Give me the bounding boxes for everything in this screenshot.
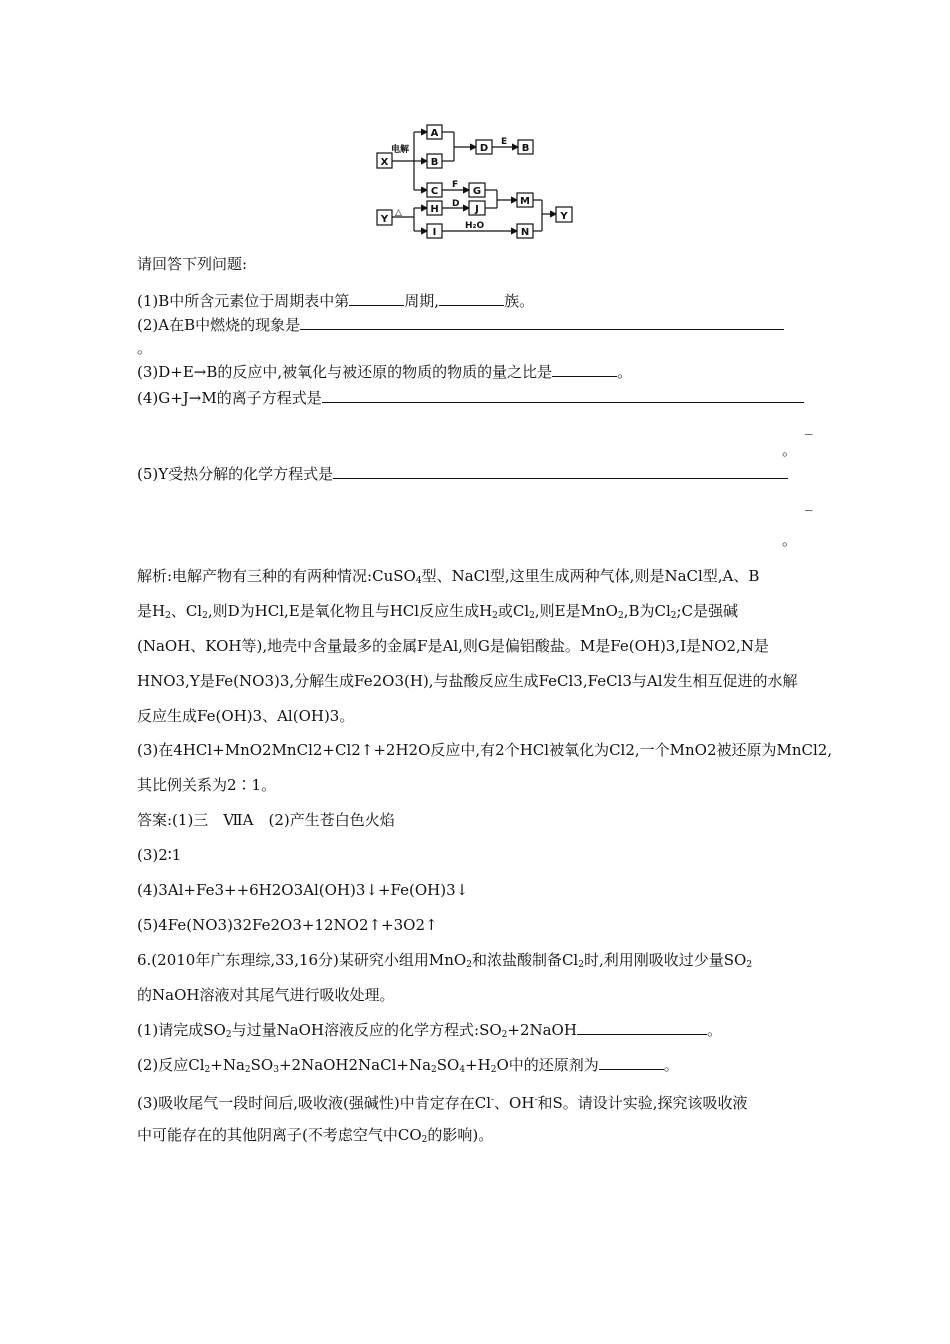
answer-blank[interactable] [577, 1020, 707, 1035]
question-6-part-1: (1)请完成$SO_2$与过量NaOH溶液反应的化学方程式$:SO_2+2NaOH$ 。 [137, 1021, 722, 1040]
box-g: G [472, 186, 482, 197]
box-i: I [432, 227, 437, 238]
answer-line-1: 答案:(1)三 ⅦA (2)产生苍白色火焰 [137, 811, 395, 829]
answer-line-3: (3)2∶1 [137, 846, 182, 864]
label-h2o: H₂O [465, 221, 485, 231]
prompt: 请回答下列问题: [137, 255, 248, 273]
question-6-line-1: 6.(2010年广东理综,33,16分)某研究小组用MnO$_2$和浓盐酸制备$Cl_2$时,利用刚吸收过少量$SO_2$ [137, 951, 753, 970]
question-6-part-2: (2)反应$Cl_2+Na_2SO_3+2NaOH2NaCl+Na_2SO_4+H_2O$中的还原剂为 。 [137, 1056, 679, 1075]
question-2-end: 。 [137, 339, 153, 357]
question-4-dash: _ [805, 417, 813, 435]
label-electrolysis: 电解 [391, 145, 410, 155]
answer-blank[interactable] [333, 464, 788, 479]
question-6-part-3-cont: 中可能存在的其他阴离子(不考虑空气中$CO_2$的影响)。 [137, 1126, 494, 1145]
answer-blank[interactable] [552, 362, 617, 377]
question-5-end: 。 [782, 531, 798, 549]
question-5: (5)Y受热分解的化学方程式是 [137, 464, 788, 484]
analysis-line-4: HNO3,Y是Fe(NO3)3,分解生成Fe2O3(H),与盐酸反应生成FeCl3,FeCl3与Al发生相互促进的水解 [137, 672, 798, 690]
analysis-line-3: (NaOH、KOH等),地壳中含量最多的金属F是Al,则G是偏铝酸盐。M是Fe(OH)3,I是NO2,N是 [137, 637, 769, 655]
box-y: Y [380, 214, 389, 225]
analysis-line-5: 反应生成Fe(OH)3、Al(OH)3。 [137, 707, 355, 725]
box-x: X [380, 157, 389, 168]
question-4-end: 。 [782, 441, 798, 459]
box-a: A [430, 128, 439, 139]
box-h: H [430, 204, 439, 215]
analysis-line-6: (3)在4HCl+MnO2MnCl2+Cl2↑+2H2O反应中,有2个HCl被氧化为Cl2,一个MnO2被还原为MnCl2, [137, 741, 833, 759]
answer-blank[interactable] [349, 291, 404, 306]
answer-line-4: (4)3Al+Fe3++6H2O3Al(OH)3↓+Fe(OH)3↓ [137, 881, 469, 899]
box-b: B [430, 157, 439, 168]
answer-line-5: (5)4Fe(NO3)32Fe2O3+12NO2↑+3O2↑ [137, 916, 438, 934]
box-d: D [479, 143, 489, 154]
label-f: F [452, 180, 459, 190]
analysis-line-1: 解析:电解产物有三种的有两种情况:CuSO$_4$型、NaCl型,这里生成两种气体,则是NaCl型,A、B [137, 567, 760, 586]
answer-blank[interactable] [439, 291, 504, 306]
label-e: E [501, 137, 508, 147]
question-2: (2)A在B中燃烧的现象是 [137, 315, 784, 335]
label-heat: △ [395, 208, 402, 218]
box-n: N [520, 227, 530, 238]
question-4: (4)G+J→M的离子方程式是 [137, 388, 804, 408]
question-6-part-3: (3)吸收尾气一段时间后,吸收液(强碱性)中肯定存在Cl-、OH-和S。请设计实验,探究该吸收液 [137, 1094, 748, 1112]
box-b2: B [521, 143, 530, 154]
question-6-line-2: 的NaOH溶液对其尾气进行吸收处理。 [137, 986, 395, 1004]
reaction-flow-diagram [370, 120, 580, 245]
box-m: M [520, 196, 530, 207]
analysis-line-7: 其比例关系为2∶1。 [137, 776, 277, 794]
answer-blank[interactable] [322, 388, 804, 403]
label-d: D [452, 199, 460, 209]
box-y-out: Y [560, 211, 568, 222]
box-j: J [475, 204, 479, 215]
answer-blank[interactable] [599, 1055, 664, 1070]
question-3: (3)D+E→B的反应中,被氧化与被还原的物质的物质的量之比是 。 [137, 363, 633, 381]
box-c: C [430, 186, 439, 197]
analysis-line-2: 是$H_2$、$Cl_2$,则D为HCl,E是氧化物且与HCl反应生成$H_2$或$Cl_2$,则E是MnO$_2$,B为$Cl_2;C$是强碱 [137, 602, 739, 621]
question-1: (1)B中所含元素位于周期表中第 周期, 族。 [137, 292, 535, 310]
question-5-dash: _ [805, 493, 813, 511]
answer-blank[interactable] [300, 315, 784, 330]
